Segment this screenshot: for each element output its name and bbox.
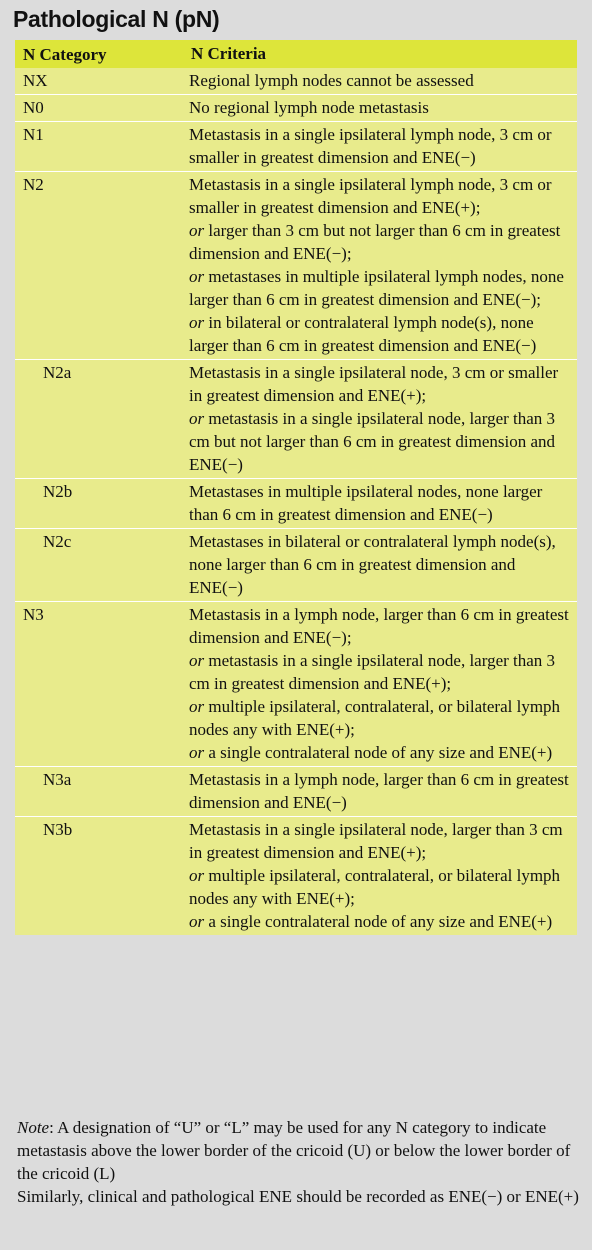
criteria-cell bbox=[186, 817, 577, 935]
category-cell: N2 bbox=[23, 175, 44, 194]
criteria-text: metastasis in a single ipsilateral node, larger than 3 cm in greatest dimension and ENE(+); bbox=[189, 651, 556, 693]
table-row bbox=[15, 528, 577, 601]
table-row bbox=[15, 68, 577, 94]
note-label: Note bbox=[17, 1118, 50, 1137]
criteria-clause bbox=[189, 96, 571, 119]
category-cell: N0 bbox=[23, 98, 44, 117]
note-paragraph-1 bbox=[17, 1116, 582, 1185]
category-cell: N3a bbox=[43, 770, 72, 789]
header-category: N Category bbox=[23, 45, 107, 64]
criteria-conjunction: or bbox=[189, 697, 205, 716]
table-row bbox=[15, 601, 577, 766]
criteria-cell bbox=[186, 767, 577, 816]
table-row bbox=[15, 766, 577, 816]
page-title: Pathological N (pN) bbox=[13, 6, 220, 32]
category-cell: N2b bbox=[43, 482, 73, 501]
criteria-clause bbox=[189, 407, 571, 476]
criteria-clause bbox=[189, 864, 571, 910]
criteria-text: metastasis in a single ipsilateral node, larger than 3 cm but not larger than 6 cm in greatest dimension and ENE(−) bbox=[189, 409, 556, 474]
criteria-text: Metastasis in a lymph node, larger than 6 cm in greatest dimension and ENE(−); bbox=[189, 605, 569, 647]
criteria-cell bbox=[186, 95, 577, 121]
criteria-clause bbox=[189, 311, 571, 357]
table-row bbox=[15, 478, 577, 528]
table-body bbox=[15, 68, 577, 935]
criteria-clause bbox=[189, 603, 571, 649]
criteria-clause bbox=[189, 530, 571, 599]
n-category-table bbox=[15, 40, 577, 935]
criteria-text: a single contralateral node of any size and ENE(+) bbox=[204, 743, 553, 762]
table-row bbox=[15, 171, 577, 359]
criteria-text: Metastasis in a single ipsilateral lymph node, 3 cm or smaller in greatest dimension and ENE(+); bbox=[189, 175, 552, 217]
criteria-conjunction: or bbox=[189, 267, 205, 286]
table-header bbox=[15, 40, 577, 68]
criteria-conjunction: or bbox=[189, 743, 205, 762]
criteria-text: larger than 3 cm but not larger than 6 cm in greatest dimension and ENE(−); bbox=[189, 221, 561, 263]
category-cell: N2c bbox=[43, 532, 72, 551]
criteria-text: No regional lymph node metastasis bbox=[189, 98, 429, 117]
criteria-text: in bilateral or contralateral lymph node(s), none larger than 6 cm in greatest dimension and ENE(−) bbox=[189, 313, 537, 355]
criteria-conjunction: or bbox=[189, 313, 205, 332]
criteria-clause bbox=[189, 818, 571, 864]
criteria-clause bbox=[189, 69, 571, 92]
criteria-clause bbox=[189, 649, 571, 695]
category-cell: N1 bbox=[23, 125, 44, 144]
table-row bbox=[15, 94, 577, 121]
table-row bbox=[15, 816, 577, 935]
note-paragraph-2: Similarly, clinical and pathological ENE should be recorded as ENE(−) or ENE(+) bbox=[17, 1187, 579, 1206]
footnote bbox=[17, 1116, 582, 1208]
note-text-1: : A designation of “U” or “L” may be used for any N category to indicate metastasis above the lower border of the cricoid (U) or below the lower border of the cricoid (L) bbox=[17, 1118, 571, 1183]
criteria-text: Regional lymph nodes cannot be assessed bbox=[189, 71, 474, 90]
criteria-text: metastases in multiple ipsilateral lymph nodes, none larger than 6 cm in greatest dimension and ENE(−); bbox=[189, 267, 564, 309]
criteria-text: Metastasis in a single ipsilateral lymph node, 3 cm or smaller in greatest dimension and ENE(−) bbox=[189, 125, 552, 167]
criteria-clause bbox=[189, 910, 571, 933]
criteria-conjunction: or bbox=[189, 651, 205, 670]
criteria-clause bbox=[189, 219, 571, 265]
criteria-clause bbox=[189, 173, 571, 219]
criteria-cell bbox=[186, 122, 577, 171]
criteria-clause bbox=[189, 123, 571, 169]
criteria-text: multiple ipsilateral, contralateral, or bilateral lymph nodes any with ENE(+); bbox=[189, 697, 561, 739]
criteria-clause bbox=[189, 768, 571, 814]
criteria-cell bbox=[186, 68, 577, 94]
criteria-text: Metastasis in a single ipsilateral node, larger than 3 cm in greatest dimension and ENE(+); bbox=[189, 820, 563, 862]
criteria-conjunction: or bbox=[189, 866, 205, 885]
criteria-conjunction: or bbox=[189, 409, 205, 428]
category-cell: N3 bbox=[23, 605, 44, 624]
criteria-text: multiple ipsilateral, contralateral, or bilateral lymph nodes any with ENE(+); bbox=[189, 866, 561, 908]
category-cell: N3b bbox=[43, 820, 73, 839]
criteria-text: Metastasis in a lymph node, larger than 6 cm in greatest dimension and ENE(−) bbox=[189, 770, 569, 812]
criteria-conjunction: or bbox=[189, 221, 205, 240]
criteria-text: Metastases in multiple ipsilateral nodes, none larger than 6 cm in greatest dimension and ENE(−) bbox=[189, 482, 543, 524]
header-criteria: N Criteria bbox=[191, 44, 267, 63]
criteria-clause bbox=[189, 480, 571, 526]
criteria-conjunction: or bbox=[189, 912, 205, 931]
criteria-clause bbox=[189, 361, 571, 407]
criteria-clause bbox=[189, 741, 571, 764]
criteria-clause bbox=[189, 265, 571, 311]
criteria-text: a single contralateral node of any size and ENE(+) bbox=[204, 912, 553, 931]
criteria-cell bbox=[186, 529, 577, 601]
criteria-cell bbox=[186, 602, 577, 766]
criteria-clause bbox=[189, 695, 571, 741]
category-cell: N2a bbox=[43, 363, 72, 382]
criteria-cell bbox=[186, 172, 577, 359]
criteria-text: Metastases in bilateral or contralateral lymph node(s), none larger than 6 cm in greatest dimension and ENE(−) bbox=[189, 532, 556, 597]
criteria-cell bbox=[186, 360, 577, 478]
table-row bbox=[15, 121, 577, 171]
category-cell: NX bbox=[23, 71, 48, 90]
table-row bbox=[15, 359, 577, 478]
criteria-text: Metastasis in a single ipsilateral node, 3 cm or smaller in greatest dimension and ENE(+); bbox=[189, 363, 559, 405]
criteria-cell bbox=[186, 479, 577, 528]
